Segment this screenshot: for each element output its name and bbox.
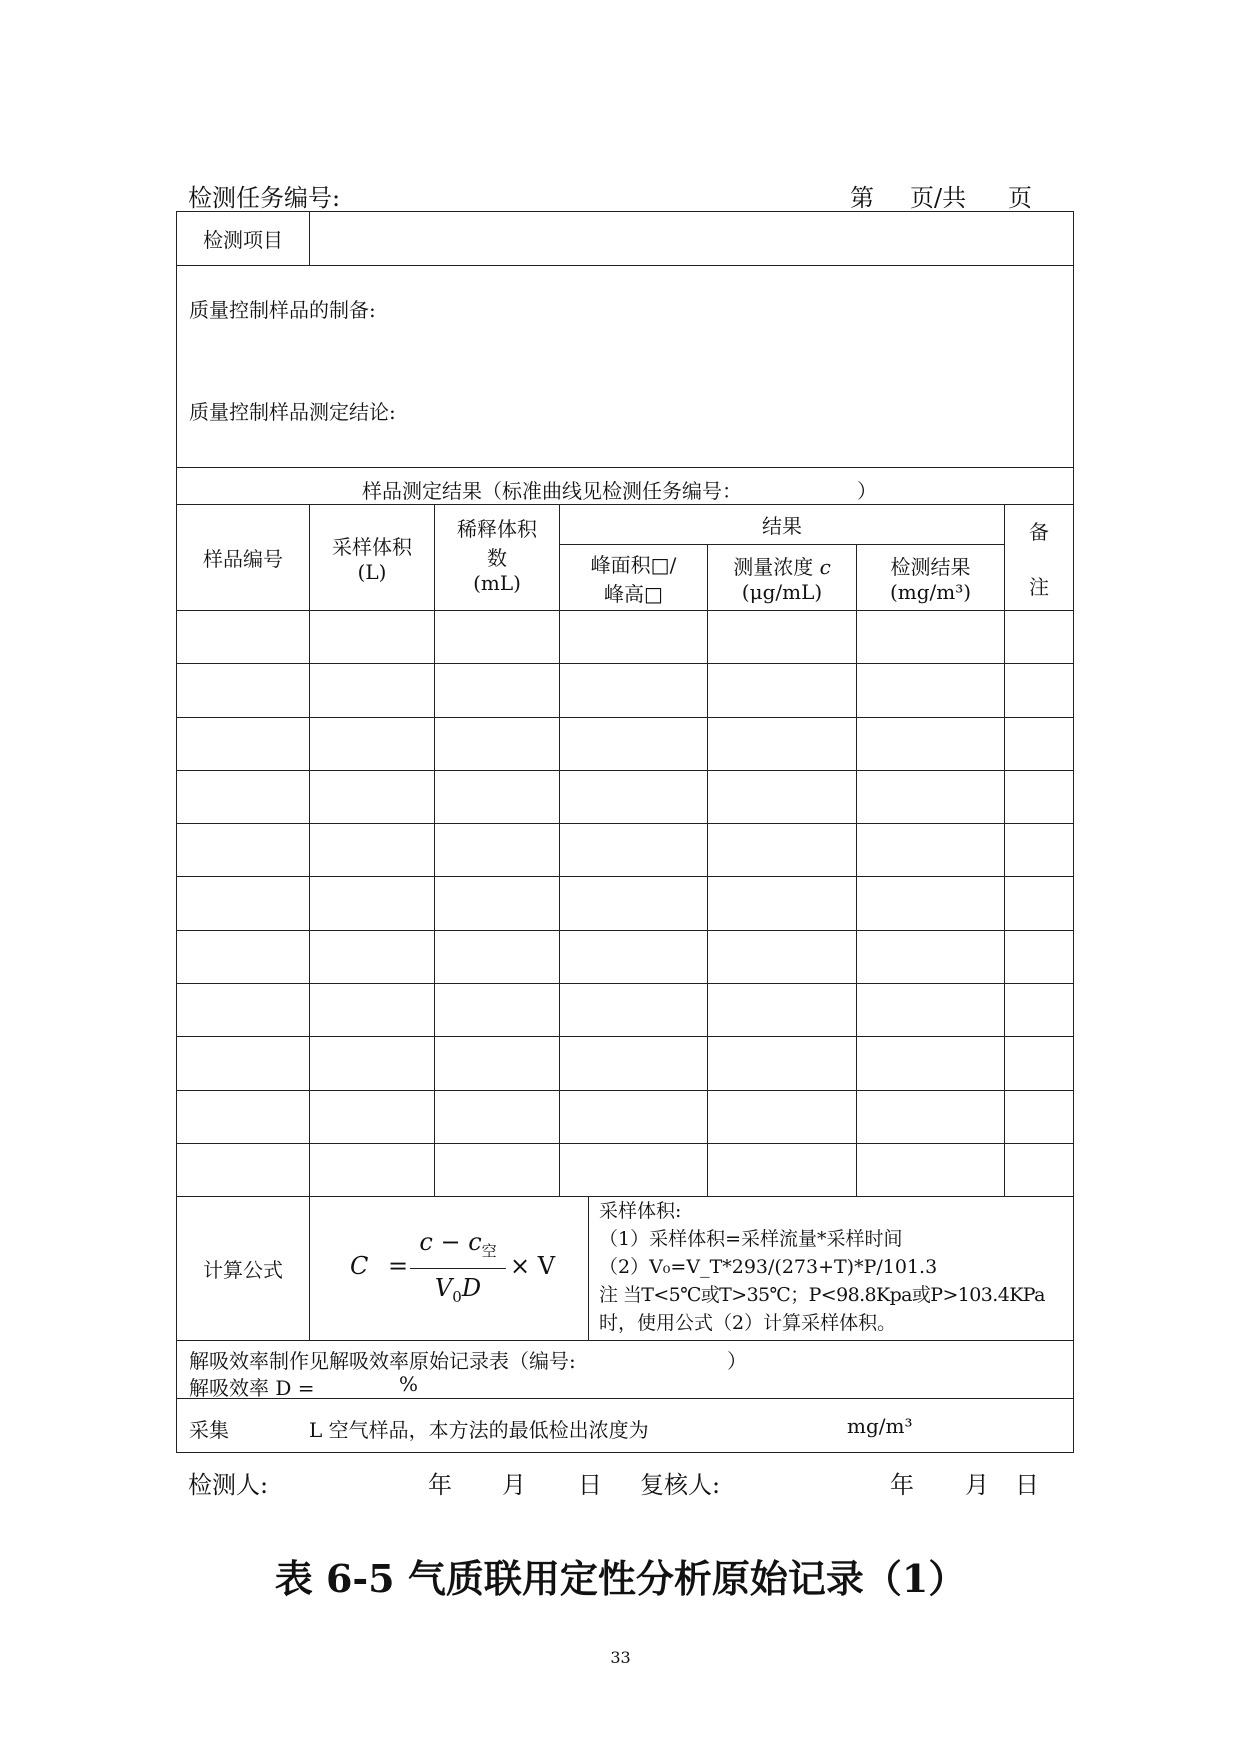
volume-note-line4: 时，使用公式（2）计算采样体积。 (599, 1312, 897, 1335)
result-caption-close: ） (857, 478, 877, 503)
result-caption: 样品测定结果（标准曲线见检测任务编号： (362, 478, 742, 503)
data-cell[interactable] (177, 1037, 310, 1090)
result-caption-cell (177, 468, 1074, 505)
volume-note-title: 采样体积: (599, 1200, 682, 1223)
data-cell[interactable] (560, 717, 708, 770)
data-cell[interactable] (177, 717, 310, 770)
data-cell[interactable] (310, 611, 435, 664)
volume-note-line2: （2）V₀=V_T*293/(273+T)*P/101.3 (599, 1256, 938, 1279)
data-cell[interactable] (310, 930, 435, 983)
data-cell[interactable] (857, 611, 1005, 664)
volume-note-line1: （1）采样体积=采样流量*采样时间 (599, 1228, 903, 1251)
data-cell[interactable] (708, 824, 857, 877)
fraction-bar (410, 1268, 506, 1269)
volume-note-line3: 注 当T<5℃或T>35℃；P<98.8Kpa或P>103.4KPa (599, 1284, 1045, 1307)
item-input-cell[interactable] (310, 212, 1074, 266)
col-conc-var: c (819, 555, 831, 579)
tester-year: 年 (428, 1471, 452, 1499)
collect-label: 采集 (189, 1417, 229, 1442)
data-cell[interactable] (310, 664, 435, 717)
data-cell[interactable] (560, 664, 708, 717)
col-remark-2: 注 (1029, 574, 1049, 599)
col-dilution (435, 505, 560, 611)
table-row (177, 930, 1074, 983)
data-cell[interactable] (708, 1090, 857, 1143)
collect-text: L 空气样品，本方法的最低检出浓度为 (309, 1417, 649, 1442)
data-cell[interactable] (708, 717, 857, 770)
data-cell[interactable] (560, 877, 708, 930)
data-cell[interactable] (435, 984, 560, 1037)
col-result (560, 505, 1005, 545)
page-ye-gong: 页/共 (910, 184, 967, 212)
data-cell[interactable] (857, 770, 1005, 823)
data-cell[interactable] (435, 1037, 560, 1090)
col-dilution-2: 数 (487, 546, 507, 570)
col-sample-no (177, 505, 310, 611)
data-cell[interactable] (435, 930, 560, 983)
formula-num-c2: c (468, 1227, 482, 1256)
volume-note-cell (589, 1197, 1074, 1341)
data-cell[interactable] (857, 1037, 1005, 1090)
formula-C: C (350, 1251, 369, 1280)
formula (310, 1198, 588, 1340)
data-cell[interactable] (177, 877, 310, 930)
table-row (177, 1090, 1074, 1143)
data-cell[interactable] (708, 984, 857, 1037)
qc-prep-label: 质量控制样品的制备: (189, 298, 376, 322)
item-label: 检测项目 (203, 228, 283, 252)
formula-den-V: V (434, 1273, 453, 1302)
desorption-pct: % (399, 1371, 419, 1396)
tester-month: 月 (502, 1471, 526, 1499)
data-cell[interactable] (177, 1143, 310, 1196)
data-cell[interactable] (708, 877, 857, 930)
reviewer-label: 复核人: (640, 1471, 721, 1499)
data-cell[interactable] (857, 1090, 1005, 1143)
data-cell[interactable] (560, 1090, 708, 1143)
data-cell[interactable] (177, 984, 310, 1037)
data-cell[interactable] (435, 664, 560, 717)
formula-denominator (410, 1274, 506, 1306)
table-row (177, 984, 1074, 1037)
reviewer-year: 年 (890, 1471, 914, 1499)
col-detection (857, 545, 1005, 611)
formula-sub-kong: 空 (481, 1241, 497, 1260)
collect-cell[interactable] (177, 1399, 1074, 1453)
data-cell[interactable] (177, 1090, 310, 1143)
col-result-text: 结果 (762, 514, 802, 538)
data-cell[interactable] (310, 984, 435, 1037)
calc-label: 计算公式 (203, 1258, 283, 1283)
desorption-line1-close: ） (727, 1348, 747, 1373)
formula-times-V: × V (510, 1251, 556, 1280)
formula-cell (310, 1197, 589, 1341)
data-cell[interactable] (177, 611, 310, 664)
formula-eq: = (388, 1251, 409, 1280)
data-cell[interactable] (435, 770, 560, 823)
data-cell[interactable] (310, 1037, 435, 1090)
data-cell[interactable] (177, 770, 310, 823)
data-cell[interactable] (560, 1037, 708, 1090)
calc-label-cell (177, 1197, 310, 1341)
page-number: 33 (610, 1648, 631, 1667)
data-cell[interactable] (1005, 664, 1074, 717)
data-cell[interactable] (435, 1090, 560, 1143)
table-title: 表 6-5 气质联用定性分析原始记录（1） (274, 1556, 967, 1601)
data-cell[interactable] (435, 877, 560, 930)
data-cell[interactable] (435, 1143, 560, 1196)
col-det-2: (mg/m³) (889, 580, 972, 604)
formula-num-c: c (419, 1227, 433, 1256)
data-cell[interactable] (310, 717, 435, 770)
table-row (177, 824, 1074, 877)
qc-cell[interactable] (177, 266, 1074, 468)
page-di: 第 (850, 184, 874, 212)
tester-day: 日 (578, 1471, 602, 1499)
data-cell[interactable] (560, 984, 708, 1037)
item-label-cell (177, 212, 310, 266)
col-peak (560, 545, 708, 611)
data-cell[interactable] (435, 611, 560, 664)
data-cell[interactable] (435, 717, 560, 770)
data-cell[interactable] (1005, 1037, 1074, 1090)
desorption-line1: 解吸效率制作见解吸效率原始记录表（编号: (189, 1348, 576, 1373)
formula-den-D: D (461, 1273, 482, 1302)
table-row (177, 611, 1074, 664)
formula-numerator (410, 1228, 506, 1261)
col-sample-no-text: 样品编号 (203, 547, 283, 571)
data-cell[interactable] (310, 770, 435, 823)
data-cell[interactable] (857, 877, 1005, 930)
col-sampling-volume-2: (L) (357, 560, 387, 584)
data-cell[interactable] (177, 664, 310, 717)
table-row (177, 770, 1074, 823)
col-dilution-3: (mL) (473, 571, 521, 595)
reviewer-month: 月 (965, 1471, 989, 1499)
data-cell[interactable] (1005, 930, 1074, 983)
data-cell[interactable] (560, 930, 708, 983)
data-cell[interactable] (560, 611, 708, 664)
col-sampling-volume (310, 505, 435, 611)
col-peak-2: 峰高□ (604, 581, 663, 606)
data-cell[interactable] (1005, 824, 1074, 877)
data-cell[interactable] (857, 930, 1005, 983)
data-cell[interactable] (708, 664, 857, 717)
formula-minus: − (440, 1227, 461, 1256)
data-cell[interactable] (708, 770, 857, 823)
data-cell[interactable] (310, 877, 435, 930)
formula-den-sub0: 0 (452, 1287, 462, 1306)
table-row (177, 1037, 1074, 1090)
desorption-line2: 解吸效率 D = (189, 1375, 315, 1400)
data-cell[interactable] (1005, 877, 1074, 930)
data-cell[interactable] (1005, 1090, 1074, 1143)
data-cell[interactable] (177, 930, 310, 983)
qc-conclusion-label: 质量控制样品测定结论: (189, 400, 396, 424)
data-cell[interactable] (560, 1143, 708, 1196)
data-cell[interactable] (435, 824, 560, 877)
data-cell[interactable] (1005, 1143, 1074, 1196)
data-cell[interactable] (177, 824, 310, 877)
table-row (177, 877, 1074, 930)
col-remark-1: 备 (1029, 519, 1049, 544)
desorption-cell[interactable] (177, 1341, 1074, 1399)
table-row (177, 1143, 1074, 1196)
task-number-label: 检测任务编号: (188, 184, 341, 212)
data-cell[interactable] (1005, 717, 1074, 770)
col-det-1: 检测结果 (890, 555, 971, 579)
col-conc-1: 测量浓度 (733, 555, 814, 579)
data-cell[interactable] (708, 611, 857, 664)
table-row (177, 664, 1074, 717)
col-peak-1: 峰面积□/ (590, 552, 677, 577)
page-ye: 页 (1008, 184, 1032, 212)
data-cell[interactable] (1005, 984, 1074, 1037)
data-cell[interactable] (310, 1090, 435, 1143)
tester-label: 检测人: (188, 1471, 269, 1499)
data-cell[interactable] (708, 1037, 857, 1090)
collect-unit: mg/m³ (847, 1413, 913, 1438)
data-cell[interactable] (560, 770, 708, 823)
data-cell[interactable] (310, 1143, 435, 1196)
data-cell[interactable] (708, 1143, 857, 1196)
col-concentration (708, 545, 857, 611)
data-cell[interactable] (1005, 611, 1074, 664)
table-row (177, 717, 1074, 770)
col-conc-2: (μg/mL) (741, 580, 823, 604)
col-remark (1005, 505, 1074, 611)
data-cell[interactable] (560, 824, 708, 877)
data-cell[interactable] (310, 824, 435, 877)
data-cell[interactable] (857, 664, 1005, 717)
record-form (176, 211, 1074, 1453)
data-cell[interactable] (857, 717, 1005, 770)
data-cell[interactable] (708, 930, 857, 983)
data-cell[interactable] (857, 1143, 1005, 1196)
data-cell[interactable] (857, 824, 1005, 877)
reviewer-day: 日 (1015, 1471, 1039, 1499)
col-sampling-volume-1: 采样体积 (332, 535, 412, 559)
col-dilution-1: 稀释体积 (457, 517, 537, 541)
data-cell[interactable] (857, 984, 1005, 1037)
data-cell[interactable] (1005, 770, 1074, 823)
